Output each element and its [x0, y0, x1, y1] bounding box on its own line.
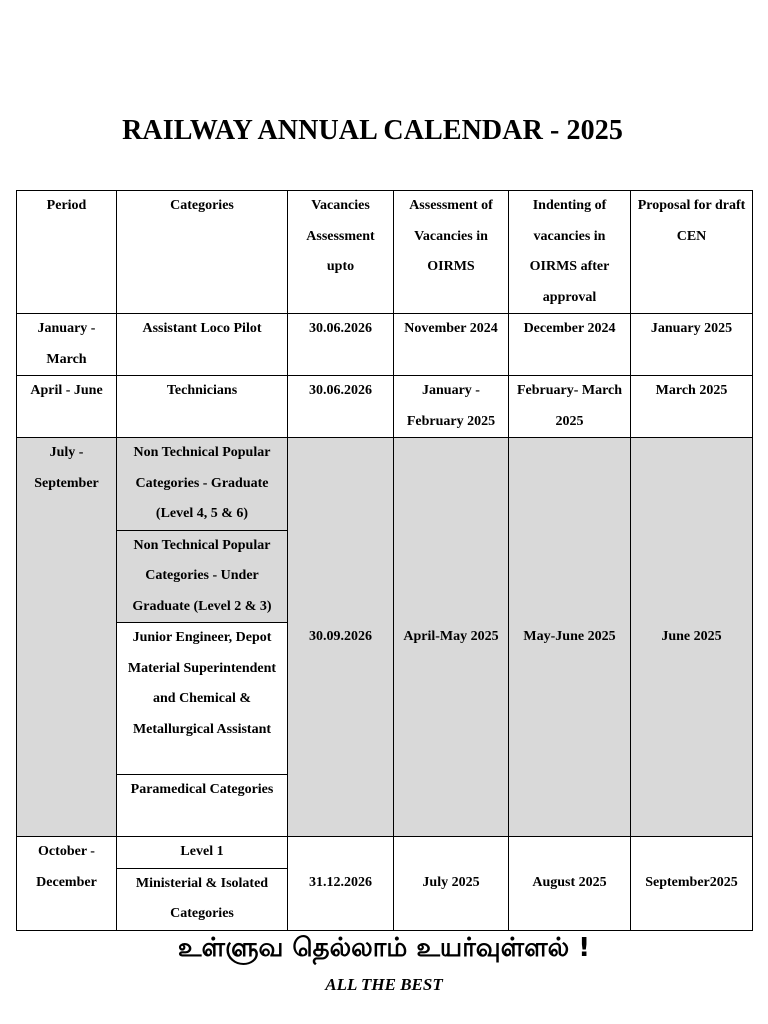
tamil-motto: உள்ளுவ தெல்லாம் உயர்வுள்ளல் ! [177, 933, 591, 963]
assessment-cell: November 2024 [394, 314, 509, 376]
vacancies-upto-cell: 30.06.2026 [288, 376, 394, 438]
indenting-cell: May-June 2025 [509, 438, 631, 837]
vacancies-upto-cell: 31.12.2026 [288, 837, 394, 931]
category-cell: Paramedical Categories [117, 775, 288, 837]
proposal-cell: June 2025 [631, 438, 753, 837]
category-cell: Junior Engineer, Depot Material Superintendent and Chemical & Metallurgical Assistant [117, 623, 288, 775]
header-row [17, 191, 753, 314]
period-cell: July - September [17, 438, 117, 837]
page-title: RAILWAY ANNUAL CALENDAR - 2025 [122, 115, 623, 146]
category-cell: Ministerial & Isolated Categories [117, 868, 288, 930]
closing-text: ALL THE BEST [325, 975, 443, 994]
table-row-q4 [17, 837, 753, 869]
period-cell: April - June [17, 376, 117, 438]
category-cell: Technicians [117, 376, 288, 438]
vacancies-upto-cell: 30.06.2026 [288, 314, 394, 376]
category-cell: Non Technical Popular Categories - Graduate (Level 4, 5 & 6) [117, 438, 288, 531]
table-row-q1 [17, 314, 753, 376]
calendar-table [16, 190, 753, 931]
indenting-cell: February- March 2025 [509, 376, 631, 438]
category-cell: Assistant Loco Pilot [117, 314, 288, 376]
category-cell: Non Technical Popular Categories - Under Graduate (Level 2 & 3) [117, 530, 288, 623]
period-cell: October - December [17, 837, 117, 931]
vacancies-upto-cell: 30.09.2026 [288, 438, 394, 837]
header-period: Period [17, 191, 117, 314]
proposal-cell: September2025 [631, 837, 753, 931]
header-vacancies-assessment: Vacancies Assessment upto [288, 191, 394, 314]
assessment-cell: April-May 2025 [394, 438, 509, 837]
header-assessment-oirms: Assessment of Vacancies in OIRMS [394, 191, 509, 314]
table-row-q2 [17, 376, 753, 438]
header-categories: Categories [117, 191, 288, 314]
proposal-cell: January 2025 [631, 314, 753, 376]
assessment-cell: January - February 2025 [394, 376, 509, 438]
indenting-cell: December 2024 [509, 314, 631, 376]
header-proposal: Proposal for draft CEN [631, 191, 753, 314]
indenting-cell: August 2025 [509, 837, 631, 931]
period-cell: January - March [17, 314, 117, 376]
assessment-cell: July 2025 [394, 837, 509, 931]
header-indenting: Indenting of vacancies in OIRMS after approval [509, 191, 631, 314]
category-cell: Level 1 [117, 837, 288, 869]
proposal-cell: March 2025 [631, 376, 753, 438]
table-row-q3 [17, 438, 753, 531]
